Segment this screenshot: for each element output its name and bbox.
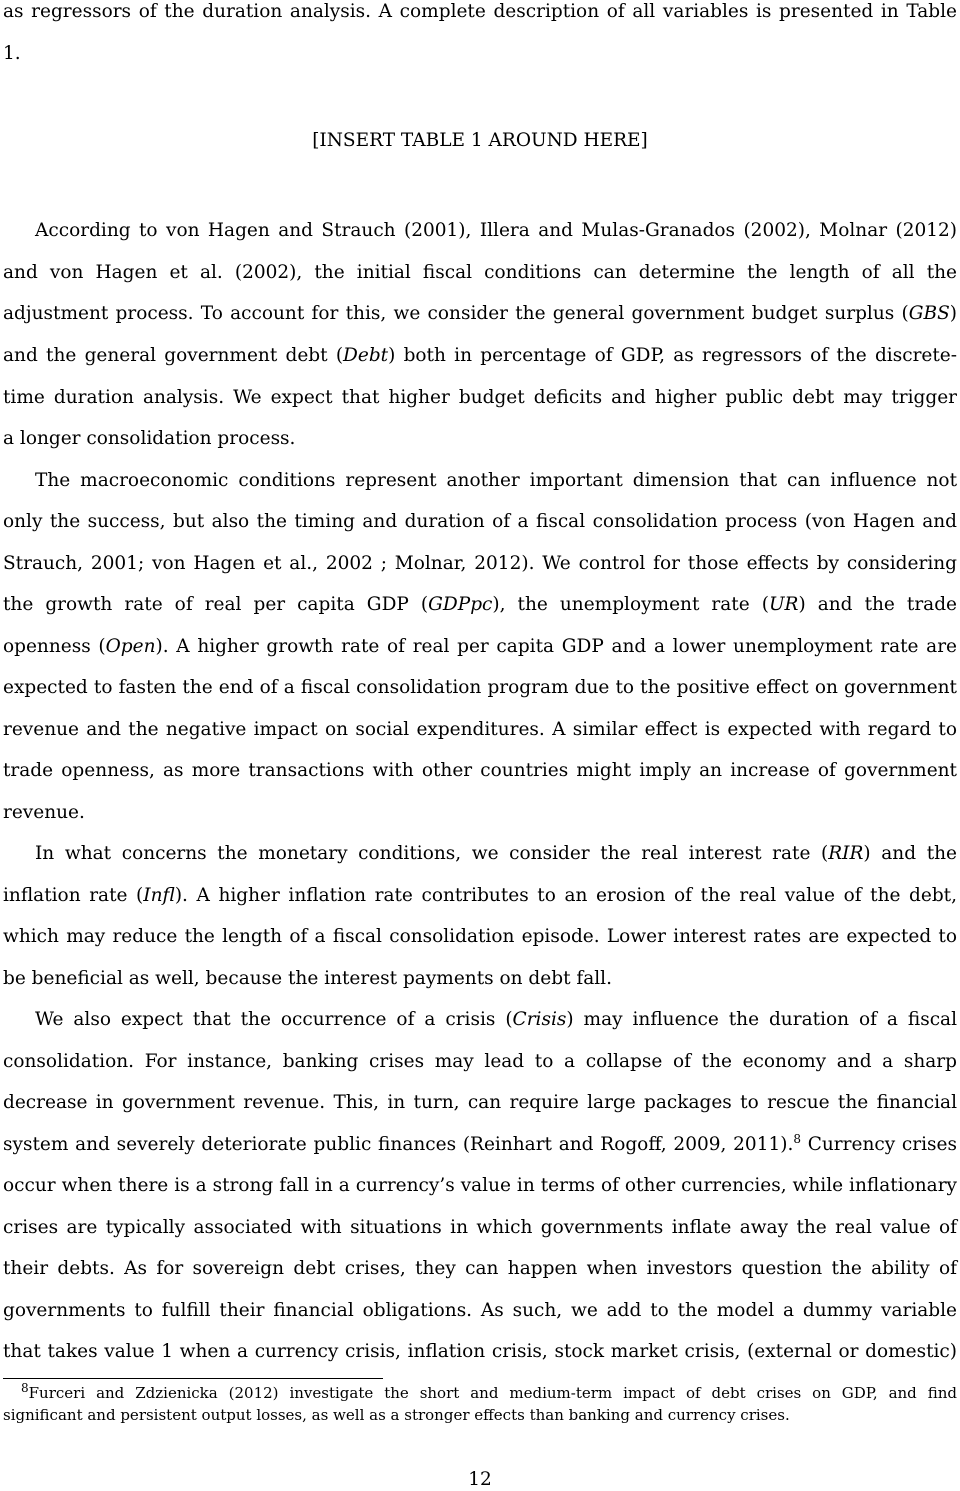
variable-crisis: Crisis [512, 1009, 567, 1030]
footnote-rule [3, 1378, 383, 1379]
table-placeholder: [INSERT TABLE 1 AROUND HERE] [312, 130, 648, 151]
variable-open: Open [105, 636, 156, 657]
footnote-line: significant and persistent output losses, as well as a stronger effects than banking and currency crises. [3, 1406, 790, 1424]
variable-debt: Debt [343, 345, 389, 366]
text-line: adjustment process. To account for this, we consider the general government budget surplus (GBS) [3, 303, 957, 324]
text-line: their debts. As for sovereign debt crises, they can happen when investors question the ability of [3, 1258, 957, 1279]
variable-rir: RIR [828, 843, 864, 864]
text-line: system and severely deteriorate public finances (Reinhart and Rogoff, 2009, 2011).$^8$ Currency crises [3, 1131, 957, 1155]
text-line: inflation rate (Infl). A higher inflation rate contributes to an erosion of the real value of the debt, [3, 885, 958, 906]
text-line: time duration analysis. We expect that higher budget deficits and higher public debt may trigger [3, 387, 957, 408]
text-line: that takes value 1 when a currency crisis, inflation crisis, stock market crisis, (external or domestic) [3, 1341, 957, 1362]
text-line: In what concerns the monetary conditions, we consider the real interest rate (RIR) and the [35, 843, 957, 864]
text-line: the growth rate of real per capita GDP (GDPpc), the unemployment rate (UR) and the trade [3, 594, 958, 615]
text-line: and von Hagen et al. (2002), the initial fiscal conditions can determine the length of all the [3, 262, 957, 283]
text-line: consolidation. For instance, banking crises may lead to a collapse of the economy and a sharp [3, 1051, 957, 1072]
variable-gdppc: GDPpc [428, 594, 493, 615]
text-line: According to von Hagen and Strauch (2001), Illera and Mulas-Granados (2002), Molnar (2012) [35, 220, 957, 241]
text-line: as regressors of the duration analysis. A complete description of all variables is presented in Table [3, 1, 957, 22]
text-line: decrease in government revenue. This, in turn, can require large packages to rescue the financial [3, 1092, 957, 1113]
text-line: and the general government debt (Debt) both in percentage of GDP, as regressors of the discrete- [3, 345, 957, 366]
footnote-marker[interactable]: 8 [793, 1131, 801, 1146]
footnote-number: 8 [21, 1381, 29, 1395]
text-line: which may reduce the length of a fiscal consolidation episode. Lower interest rates are expected to [3, 926, 957, 947]
text-line: occur when there is a strong fall in a currency’s value in terms of other currencies, while inflationary [3, 1175, 957, 1196]
text-line: revenue. [3, 802, 85, 823]
text-line: crises are typically associated with situations in which governments inflate away the real value of [3, 1217, 957, 1238]
text-line: a longer consolidation process. [3, 428, 296, 449]
text-line: be beneficial as well, because the interest payments on debt fall. [3, 968, 612, 989]
variable-gbs: GBS [908, 303, 950, 324]
footnote-line: $^8$Furceri and Zdzienicka (2012) investigate the short and medium-term impact of debt crises on GDP, and find [3, 1384, 957, 1402]
text-line: governments to fulfill their financial obligations. As such, we add to the model a dummy variable [3, 1300, 957, 1321]
variable-ur: UR [768, 594, 799, 615]
text-line: openness (Open). A higher growth rate of real per capita GDP and a lower unemployment rate are [3, 636, 957, 657]
text-line: revenue and the negative impact on social expenditures. A similar effect is expected with regard to [3, 719, 957, 740]
text-line: 1. [3, 43, 21, 64]
text-line: only the success, but also the timing and duration of a fiscal consolidation process (von Hagen and [3, 511, 957, 532]
text-line: The macroeconomic conditions represent another important dimension that can influence not [35, 470, 957, 491]
variable-infl: Infl [143, 885, 175, 906]
text-line: Strauch, 2001; von Hagen et al., 2002 ; Molnar, 2012). We control for those effects by considering [3, 553, 957, 574]
text-line: We also expect that the occurrence of a crisis (Crisis) may influence the duration of a fiscal [35, 1009, 957, 1030]
text-line: expected to fasten the end of a fiscal consolidation program due to the positive effect on government [3, 677, 957, 698]
page-number: 12 [468, 1469, 492, 1490]
text-line: trade openness, as more transactions with other countries might imply an increase of government [3, 760, 957, 781]
